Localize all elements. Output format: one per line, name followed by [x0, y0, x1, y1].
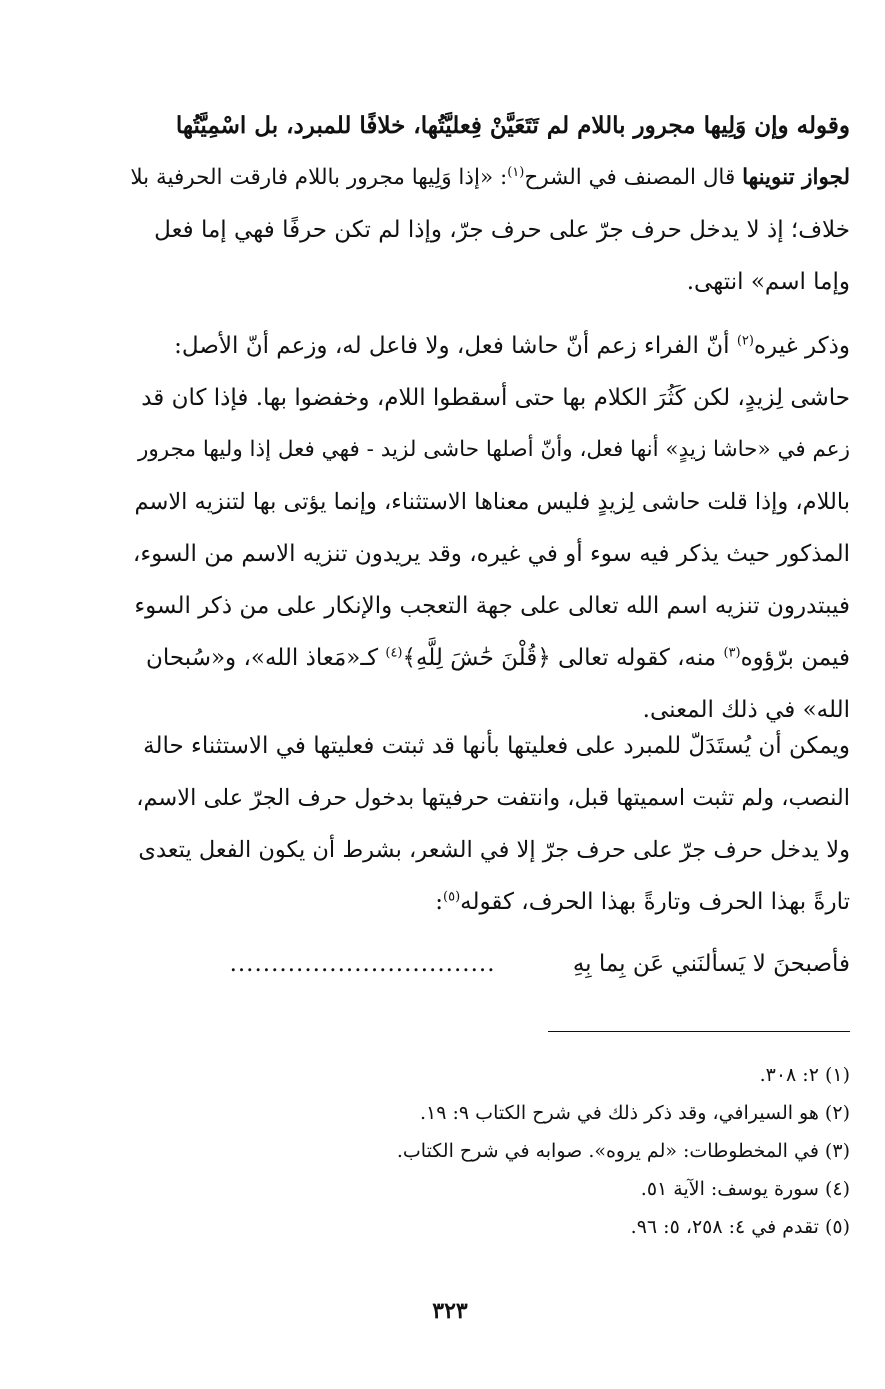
paragraph-1-line-3: خلاف؛ إذ لا يدخل حرف جرّ على حرف جرّ، وإذا لم تكن حرفًا فهي إما فعل — [154, 217, 850, 243]
footnote-ref-3: (٣) — [723, 645, 741, 661]
bold-phrase: لجواز تنوينها — [742, 165, 850, 190]
verse-hemistich: فأصبحنَ لا يَسألنَني عَن بِما بِهِ — [572, 951, 850, 977]
footnote-ref-2: (٢) — [736, 333, 754, 349]
paragraph-2-line-3: زعم في «حاشا زيدٍ» أنها فعل، وأنّ أصلها حاشى لزيد - فهي فعل إذا وليها مجرور — [137, 437, 850, 462]
footnotes — [300, 1056, 850, 1246]
paragraph-1-line-4: وإما اسم» انتهى. — [686, 269, 850, 295]
poetry-verse — [140, 944, 850, 984]
footnote-ref-5: (٥) — [443, 889, 461, 905]
text-run: فيمن برّؤوه — [740, 645, 850, 671]
footnote-1: (١) ٢: ٣٠٨. — [759, 1064, 850, 1086]
page-number: ٣٢٣ — [432, 1298, 468, 1324]
footnote-ref-4: (٤) — [385, 645, 403, 661]
paragraph-3-line-3: ولا يدخل حرف جرّ على حرف جرّ إلا في الشعر، بشرط أن يكون الفعل يتعدى — [138, 837, 850, 863]
paragraph-2 — [128, 320, 850, 736]
text-run: : — [435, 889, 444, 915]
footnote-2: (٢) هو السيرافي، وقد ذكر ذلك في شرح الكتاب ٩: ١٩. — [420, 1102, 850, 1124]
paragraph-1 — [128, 100, 850, 308]
paragraph-3 — [128, 720, 850, 928]
text-run: تارةً بهذا الحرف وتارةً بهذا الحرف، كقوله — [460, 889, 850, 915]
verse-ellipsis: ................................ — [229, 951, 496, 977]
footnote-separator — [548, 1031, 850, 1032]
footnote-3: (٣) في المخطوطات: «لم يروه». صوابه في شرح الكتاب. — [396, 1140, 850, 1162]
footnote-4: (٤) سورة يوسف: الآية ٥١. — [640, 1178, 850, 1200]
paragraph-2-line-1 — [128, 320, 850, 372]
text-run: أنّ الفراء زعم أنّ حاشا فعل، ولا فاعل له، وزعم أنّ الأصل: — [174, 333, 737, 359]
text-run: وذكر غيره — [753, 333, 850, 359]
paragraph-2-line-7 — [128, 632, 850, 684]
paragraph-2-line-5: المذكور حيث يذكر فيه سوء أو في غيره، وقد يريدون تنزيه الاسم من السوء، — [132, 541, 850, 567]
paragraph-3-line-1: ويمكن أن يُستَدَلّ للمبرد على فعليتها بأنها قد ثبتت فعليتها في الاستثناء حالة — [143, 733, 850, 759]
paragraph-3-line-4 — [128, 876, 850, 928]
paragraph-2-line-8: الله» في ذلك المعنى. — [642, 697, 850, 723]
quran-quote: منه، كقوله تعالى ﴿قُلْنَ حَٰشَ لِلَّهِ﴾ — [402, 645, 724, 671]
paragraph-3-line-2: النصب، ولم تثبت اسميتها قبل، وانتفت حرفيتها بدخول حرف الجرّ على الاسم، — [136, 785, 850, 811]
paragraph-1-line-2 — [128, 152, 850, 204]
text-run: كـ«مَعاذ الله»، و«سُبحان — [146, 645, 386, 671]
text-run: قال المصنف في الشرح — [524, 165, 743, 190]
paragraph-1-line-1: وقوله وإن وَلِيها مجرور باللام لم تَتَعَيَّنْ فِعليَّتُها، خلافًا للمبرد، بل اسْمِيَّتُها — [175, 112, 850, 139]
footnote-5: (٥) تقدم في ٤: ٢٥٨، ٥: ٩٦. — [630, 1216, 850, 1238]
text-run: : «إذا وَلِيها مجرور باللام فارقت الحرفية بلا — [130, 165, 508, 190]
footnote-ref-1: (١) — [507, 164, 525, 180]
paragraph-2-line-6: فيبتدرون تنزيه اسم الله تعالى على جهة التعجب والإنكار على من ذكر السوء — [134, 593, 850, 619]
paragraph-2-line-4: باللام، وإذا قلت حاشى لِزيدٍ فليس معناها الاستثناء، وإنما يؤتى بها لتنزيه الاسم — [134, 489, 850, 515]
paragraph-2-line-2: حاشى لِزيدٍ، لكن كَثُرَ الكلام بها حتى أسقطوا اللام، وخفضوا بها. فإذا كان قد — [141, 385, 850, 411]
